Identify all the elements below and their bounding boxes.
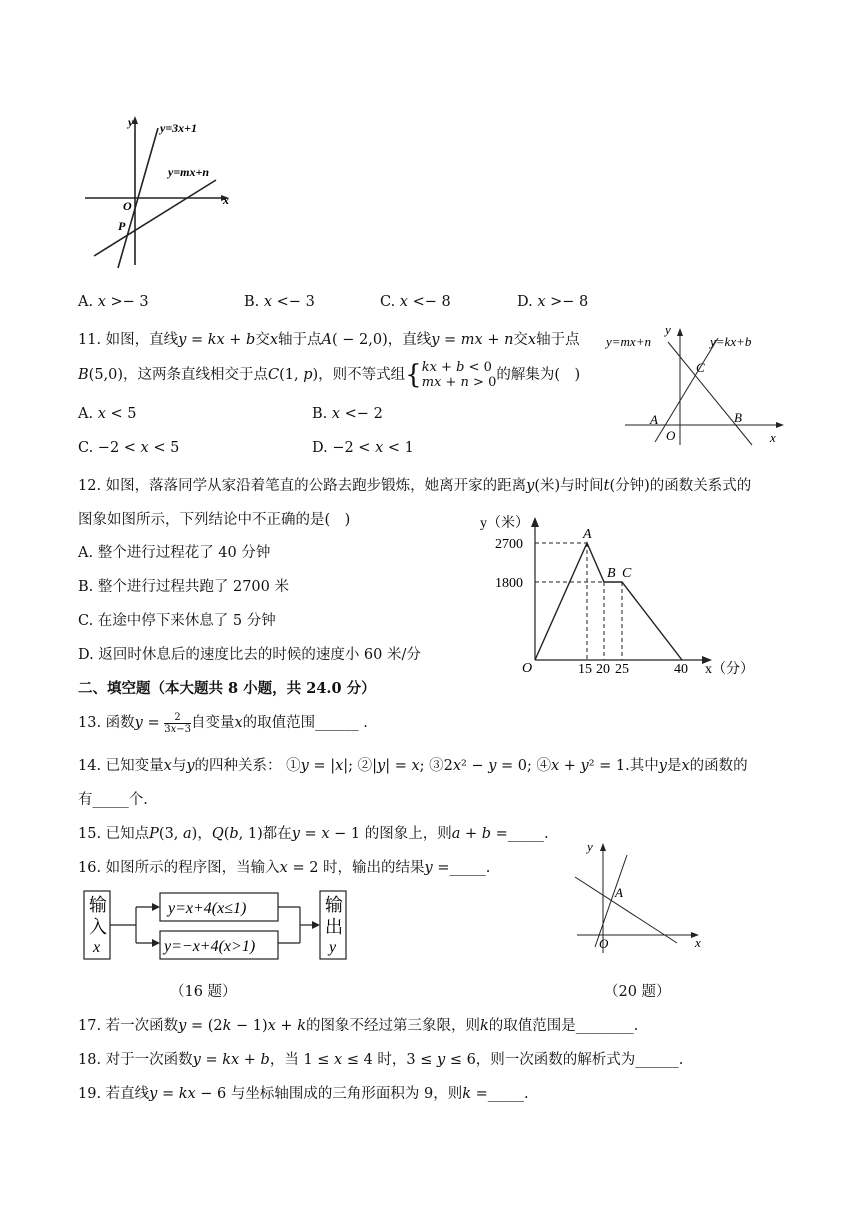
fig11-c-label: C bbox=[696, 360, 705, 375]
fig16-formula-2: y=−x+4(x>1) bbox=[164, 938, 256, 955]
fig10-p-label: P bbox=[118, 219, 126, 233]
q12-option-d: D. 返回时休息后的速度比去的时候的速度小 60 米/分 bbox=[78, 647, 421, 663]
q14-line1: 14. 已知变量𝑥与𝑦的四种关系： ①𝑦 = |𝑥|; ②|𝑦| = 𝑥; ③2𝑥² − 𝑦 = 0; ④𝑥 + 𝑦² = 1.其中𝑦是𝑥的函数的 bbox=[78, 758, 748, 774]
q11-option-c: C. −2 < 𝑥 < 5 bbox=[78, 440, 180, 456]
fig10-x-label: x bbox=[223, 193, 229, 207]
q12-line1: 12. 如图，落落同学从家沿着笔直的公路去跑步锻炼，她离开家的距离𝑦(米)与时间𝑡(分钟)的函数关系式的 bbox=[78, 478, 752, 494]
q13-pre: 13. 函数𝑦 = bbox=[78, 715, 160, 731]
fig16-out-1: 输 bbox=[325, 895, 343, 915]
q12-origin: O bbox=[522, 661, 533, 676]
q12-option-c: C. 在途中停下来休息了 5 分钟 bbox=[78, 613, 276, 629]
q12-xtick-15: 15 bbox=[578, 662, 592, 677]
fig11-x-label: x bbox=[770, 430, 776, 445]
q13-denominator: 3𝑥−3 bbox=[164, 723, 191, 735]
fig16-formula-1: y=x+4(x≤1) bbox=[168, 900, 247, 917]
fig16-out-3: y bbox=[329, 939, 337, 956]
q11-ineq-2: 𝑚𝑥 + 𝑛 > 0 bbox=[421, 375, 497, 390]
fig11-o-label: O bbox=[666, 428, 676, 443]
q13-fraction bbox=[164, 712, 191, 735]
q11-line1: 11. 如图，直线𝑦 = 𝑘𝑥 + 𝑏交𝑥轴于点𝐴( − 2,0)，直线𝑦 = 𝑚𝑥 + 𝑛交𝑥轴于点 bbox=[78, 332, 580, 348]
fig11-a-label: A bbox=[650, 412, 658, 427]
q12-xtick-25: 25 bbox=[615, 662, 629, 677]
fig16-in-3: x bbox=[93, 939, 101, 956]
q12-ytick-2700: 2700 bbox=[495, 537, 523, 552]
q10-option-b: B. 𝑥 <− 3 bbox=[244, 294, 315, 310]
q10-option-d: D. 𝑥 >− 8 bbox=[517, 294, 589, 310]
fig10-origin-label: O bbox=[123, 199, 132, 213]
fig11-line2-label: y=kx+b bbox=[710, 334, 752, 349]
q11-option-b: B. 𝑥 <− 2 bbox=[312, 406, 383, 422]
q12-y-axis-label: y（米） bbox=[480, 516, 529, 531]
fig20-x-label: x bbox=[695, 935, 701, 950]
fig20-caption: （20 题） bbox=[604, 984, 671, 1000]
q12-option-b: B. 整个进行过程共跑了 2700 米 bbox=[78, 579, 289, 595]
fig11-y-label: y bbox=[665, 322, 671, 337]
fig16-in-2: 入 bbox=[89, 917, 107, 937]
q20-figure bbox=[565, 835, 715, 955]
q11-ineq-1: 𝑘𝑥 + 𝑏 < 0 bbox=[421, 360, 492, 375]
fig10-line2-label: y=mx+n bbox=[168, 165, 210, 179]
q12-ytick-1800: 1800 bbox=[495, 576, 523, 591]
q11-inequality-system: { 𝑘𝑥 + 𝑏 < 0 𝑚𝑥 + 𝑛 > 0 bbox=[405, 360, 497, 390]
q11-option-d: D. −2 < 𝑥 < 1 bbox=[312, 440, 414, 456]
q11-line2-pre: 𝐵(5,0)，这两条直线相交于点𝐶(1, 𝑝)，则不等式组 bbox=[78, 367, 406, 383]
q12-point-b: B bbox=[607, 566, 616, 581]
q12-graph bbox=[470, 505, 760, 685]
q11-option-a: A. 𝑥 < 5 bbox=[78, 406, 137, 422]
q10-option-a: A. 𝑥 >− 3 bbox=[78, 294, 149, 310]
q15: 15. 已知点𝑃(3, 𝑎)，𝑄(𝑏, 1)都在𝑦 = 𝑥 − 1 的图象上，则𝑎 + 𝑏 =_____. bbox=[78, 826, 549, 842]
fig20-o-label: O bbox=[599, 936, 609, 951]
q17: 17. 若一次函数𝑦 = (2𝑘 − 1)𝑥 + 𝑘的图象不经过第三象限，则𝑘的取值范围是________. bbox=[78, 1018, 639, 1034]
fig11-line1-label: y=mx+n bbox=[606, 334, 651, 349]
fig16-in-1: 输 bbox=[89, 895, 107, 915]
q12-point-c: C bbox=[622, 566, 632, 581]
q16: 16. 如图所示的程序图，当输入𝑥 = 2 时，输出的结果𝑦 =_____. bbox=[78, 860, 491, 876]
fig10-line1-label: y=3x+1 bbox=[160, 121, 198, 135]
q14-line2: 有_____个. bbox=[78, 792, 148, 808]
q11-figure bbox=[600, 320, 790, 450]
q10-figure bbox=[80, 110, 240, 270]
fig20-a-label: A bbox=[615, 885, 623, 900]
q12-point-a: A bbox=[583, 527, 592, 542]
q12-xtick-40: 40 bbox=[674, 662, 688, 677]
fig16-out-2: 出 bbox=[325, 917, 343, 937]
q11-line2 bbox=[78, 360, 580, 390]
q13 bbox=[78, 711, 368, 735]
q12-xtick-20: 20 bbox=[596, 662, 610, 677]
q10-option-c: C. 𝑥 <− 8 bbox=[380, 294, 451, 310]
q18: 18. 对于一次函数𝑦 = 𝑘𝑥 + 𝑏，当 1 ≤ 𝑥 ≤ 4 时，3 ≤ 𝑦 ≤ 6，则一次函数的解析式为______. bbox=[78, 1052, 684, 1068]
q12-x-axis-label: x（分） bbox=[705, 662, 754, 677]
q13-numerator: 2 bbox=[164, 712, 191, 724]
fig11-b-label: B bbox=[734, 410, 742, 425]
fig10-y-label: y bbox=[128, 115, 134, 129]
q13-post: 自变量𝑥的取值范围______ . bbox=[190, 715, 368, 731]
q12-line2: 图象如图所示，下列结论中不正确的是( ) bbox=[78, 512, 351, 528]
section-2-heading: 二、填空题（本大题共 8 小题，共 24.0 分） bbox=[78, 680, 376, 697]
fig20-y-label: y bbox=[587, 839, 593, 854]
fig16-caption: （16 题） bbox=[170, 984, 237, 1000]
q11-line2-post: 的解集为( ) bbox=[496, 367, 581, 383]
q19: 19. 若直线𝑦 = 𝑘𝑥 − 6 与坐标轴围成的三角形面积为 9，则𝑘 =_____. bbox=[78, 1086, 529, 1102]
q12-option-a: A. 整个进行过程花了 40 分钟 bbox=[78, 545, 271, 561]
q16-flowchart bbox=[80, 885, 360, 965]
